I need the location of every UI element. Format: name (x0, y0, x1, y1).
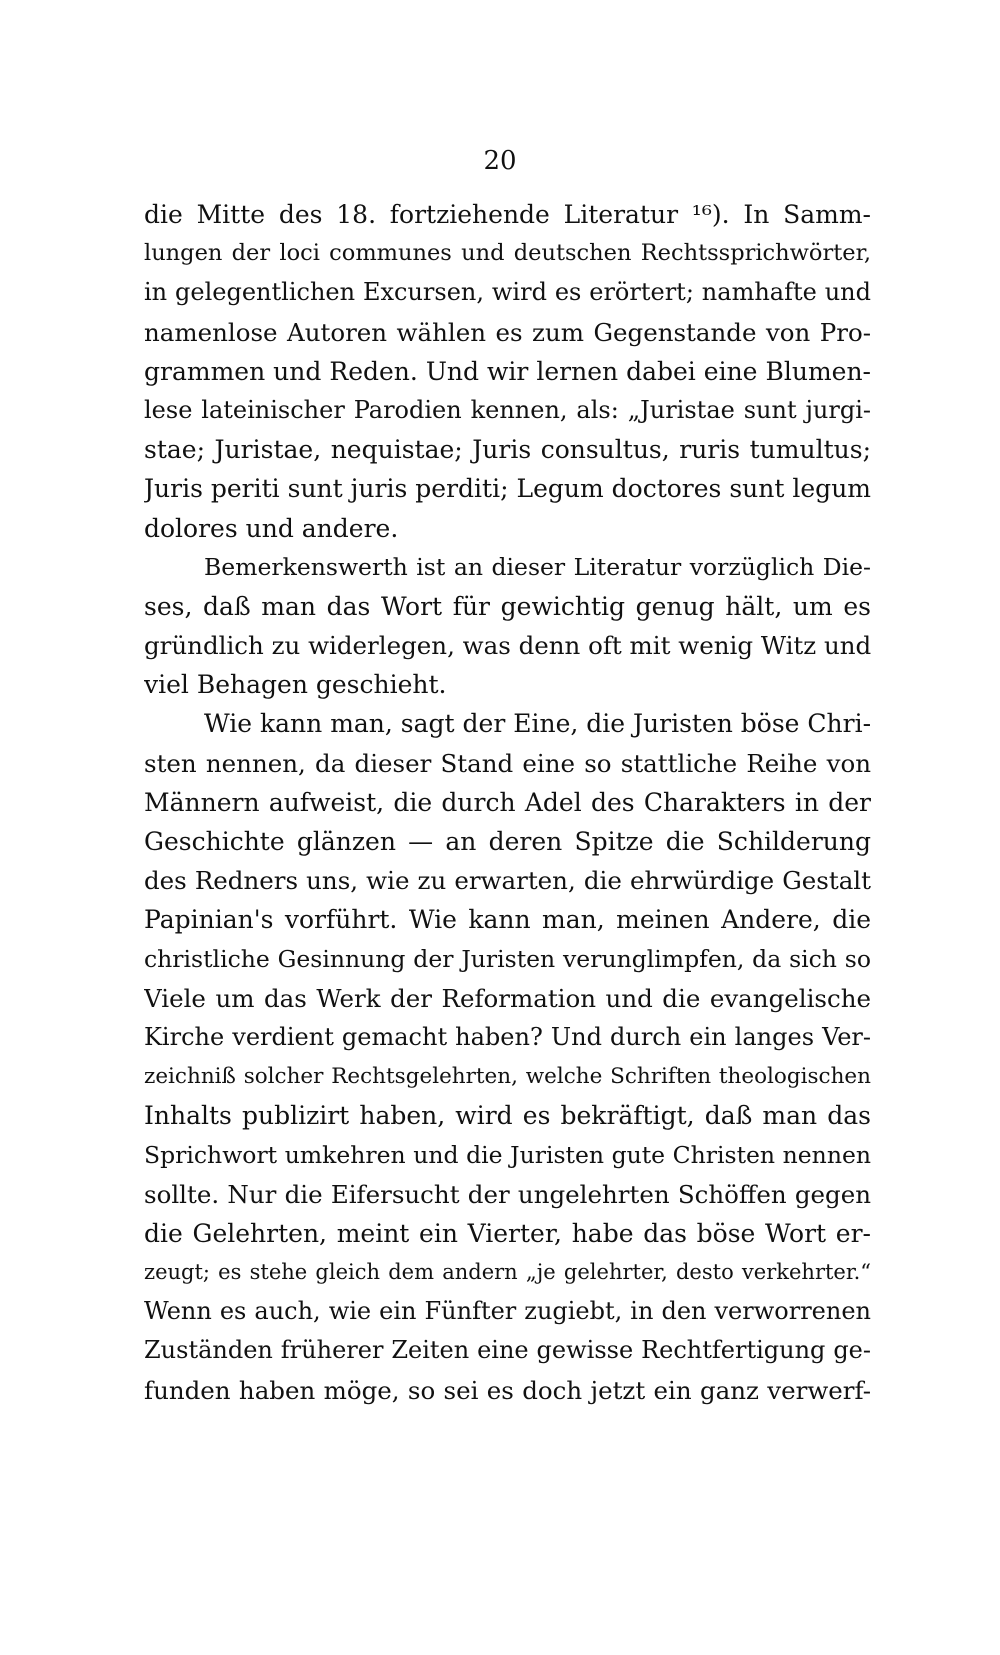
text-line: Kirche verdient gemacht haben? Und durch ein langes Ver- (144, 1022, 871, 1051)
text-line: Inhalts publizirt haben, wird es bekräftigt, daß man das (144, 1101, 871, 1131)
text-line: Viele um das Werk der Reformation und die evangelische (144, 983, 871, 1013)
text-line: Juris periti sunt juris perditi; Legum doctores sunt legum (144, 474, 871, 504)
text-line: Sprichwort umkehren und die Juristen gute Christen nennen (144, 1140, 871, 1169)
text-line: christliche Gesinnung der Juristen verunglimpfen, da sich so (144, 944, 871, 973)
text-line: ses, daß man das Wort für gewichtig genug hält, um es (144, 591, 871, 621)
text-line: Geschichte glänzen — an deren Spitze die Schilderung (144, 827, 871, 856)
text-line: des Redners uns, wie zu erwarten, die ehrwürdige Gestalt (144, 866, 871, 896)
text-line: namenlose Autoren wählen es zum Gegenstande von Pro- (144, 317, 871, 347)
text-line: die Gelehrten, meint ein Vierter, habe das böse Wort er- (144, 1218, 871, 1248)
text-line: Wie kann man, sagt der Eine, die Juristen böse Chri- (204, 709, 871, 739)
text-line: Zuständen früherer Zeiten eine gewisse Rechtfertigung ge- (144, 1336, 871, 1365)
text-line: funden haben möge, so sei es doch jetzt ein ganz verwerf- (144, 1375, 871, 1405)
text-line: gründlich zu widerlegen, was denn oft mit wenig Witz und (144, 631, 871, 661)
text-line: in gelegentlichen Excursen, wird es erörtert; namhafte und (144, 278, 871, 307)
page-number: 20 (483, 146, 517, 176)
text-line: zeichniß solcher Rechtsgelehrten, welche Schriften theologischen (144, 1064, 871, 1090)
body-text (144, 195, 871, 1410)
text-line: Papinian's vorführt. Wie kann man, meinen Andere, die (144, 905, 871, 935)
text-line: sten nennen, da dieser Stand eine so stattliche Reihe von (144, 748, 871, 778)
text-line: Männern aufweist, die durch Adel des Charakters in der (144, 787, 871, 817)
text-line: Wenn es auch, wie ein Fünfter zugiebt, in den verworrenen (144, 1297, 871, 1326)
text-line: die Mitte des 18. fortziehende Literatur ¹⁶). In Samm- (144, 200, 871, 229)
text-line: dolores und andere. (144, 513, 399, 543)
text-line: viel Behagen geschieht. (144, 670, 447, 700)
text-line: Bemerkenswerth ist an dieser Literatur vorzüglich Die- (204, 552, 871, 581)
text-line: sollte. Nur die Eifersucht der ungelehrten Schöffen gegen (144, 1179, 871, 1209)
text-line: lungen der loci communes und deutschen Rechtssprichwörter, (144, 240, 871, 267)
text-line: lese lateinischer Parodien kennen, als: „Juristae sunt jurgi- (144, 395, 871, 424)
text-line: stae; Juristae, nequistae; Juris consultus, ruris tumultus; (144, 435, 871, 465)
text-line: grammen und Reden. Und wir lernen dabei eine Blumen- (144, 356, 871, 386)
text-line: zeugt; es stehe gleich dem andern „je gelehrter, desto verkehrter.“ (144, 1260, 871, 1285)
